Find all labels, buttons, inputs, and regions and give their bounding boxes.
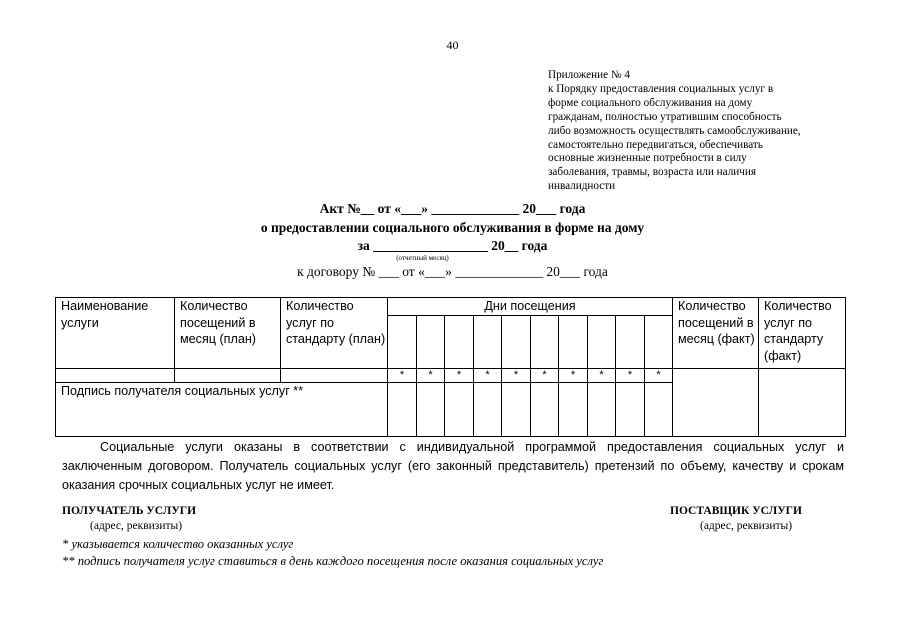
visits-plan-cell[interactable]: [175, 368, 281, 382]
star-mark: *: [559, 368, 588, 382]
header-visits-plan: Количество посещений в месяц (план): [175, 298, 281, 369]
day-cell[interactable]: [588, 315, 616, 368]
provider-details: (адрес, реквизиты): [700, 520, 793, 532]
services-table: [55, 297, 846, 437]
day-cell[interactable]: [531, 315, 559, 368]
day-cell[interactable]: [645, 315, 673, 368]
star-mark: *: [388, 368, 417, 382]
star-mark: *: [502, 368, 531, 382]
appendix-note: [548, 69, 848, 194]
appendix-line: основные жизненные потребности в силу: [548, 152, 747, 165]
receiver-details: (адрес, реквизиты): [90, 520, 183, 532]
provider-label: ПОСТАВЩИК УСЛУГИ: [670, 505, 802, 517]
day-cell[interactable]: [502, 315, 531, 368]
star-mark: *: [474, 368, 502, 382]
services-fact-cell[interactable]: [759, 368, 846, 436]
act-title: Акт №__ от «___» _____________ 20___ года: [319, 201, 586, 216]
star-mark: *: [445, 368, 474, 382]
star-mark: *: [417, 368, 445, 382]
star-mark: *: [645, 368, 673, 382]
footnote-2: ** подпись получателя услуг ставиться в день каждого посещения после оказания социальных услуг: [62, 554, 604, 568]
signature-cell[interactable]: [616, 382, 645, 436]
day-cell[interactable]: [445, 315, 474, 368]
services-plan-cell[interactable]: [281, 368, 388, 382]
star-mark: *: [531, 368, 559, 382]
period-hint-text: (отчетный месяц): [396, 254, 449, 262]
service-name-cell[interactable]: [56, 368, 175, 382]
header-visits-fact: Количество посещений в месяц (факт): [673, 298, 759, 369]
day-cell[interactable]: [388, 315, 417, 368]
signature-cell[interactable]: [502, 382, 531, 436]
period-hint: [0, 254, 905, 262]
header-service-name: Наименование услуги: [56, 298, 175, 369]
header-services-fact: Количество услуг по стандарту (факт): [759, 298, 846, 369]
conclusion-paragraph: Социальные услуги оказаны в соответствии с индивидуальной программой предоставления социальных услуг и заключенным договором. Получатель социальных услуг (его законный представитель) претензий по объему, качеству и срокам оказания срочных социальных услуг не имеет.: [62, 440, 844, 492]
day-cell[interactable]: [559, 315, 588, 368]
footnote-1: * указывается количество оказанных услуг: [62, 537, 294, 551]
visits-fact-cell[interactable]: [673, 368, 759, 436]
signature-cell[interactable]: [388, 382, 417, 436]
appendix-line: форме социального обслуживания на дому: [548, 96, 753, 109]
star-mark: *: [616, 368, 645, 382]
appendix-title: Приложение № 4: [548, 69, 630, 81]
appendix-line: заболевания, травмы, возраста или наличия: [548, 166, 757, 179]
receiver-label: ПОЛУЧАТЕЛЬ УСЛУГИ: [62, 505, 197, 517]
act-subtitle: о предоставлении социального обслуживания в форме на дому: [260, 220, 645, 235]
signature-cell[interactable]: [445, 382, 474, 436]
signature-cell[interactable]: [474, 382, 502, 436]
day-cell[interactable]: [417, 315, 445, 368]
appendix-line: к Порядку предоставления социальных услуг в: [548, 82, 774, 95]
signature-cell[interactable]: [645, 382, 673, 436]
appendix-line: инвалидности: [548, 180, 616, 193]
header-services-plan: Количество услуг по стандарту (план): [281, 298, 388, 369]
signature-cell[interactable]: [588, 382, 616, 436]
page-number: 40: [446, 38, 459, 52]
appendix-line: самостоятельно передвигаться, обеспечивать: [548, 138, 763, 151]
header-visit-days: Дни посещения: [388, 298, 673, 316]
contract-reference: к договору № ___ от «___» _____________ 20___ года: [297, 264, 608, 279]
day-cell[interactable]: [474, 315, 502, 368]
signature-cell[interactable]: [417, 382, 445, 436]
act-period: за _________________ 20__ года: [357, 238, 548, 253]
appendix-line: либо возможность осуществлять самообслуживание,: [548, 124, 801, 137]
signature-cell[interactable]: [531, 382, 559, 436]
day-cell[interactable]: [616, 315, 645, 368]
appendix-line: гражданам, полностью утратившим способность: [548, 110, 782, 123]
signature-cell[interactable]: [559, 382, 588, 436]
signature-label: Подпись получателя социальных услуг **: [56, 382, 388, 436]
star-mark: *: [588, 368, 616, 382]
